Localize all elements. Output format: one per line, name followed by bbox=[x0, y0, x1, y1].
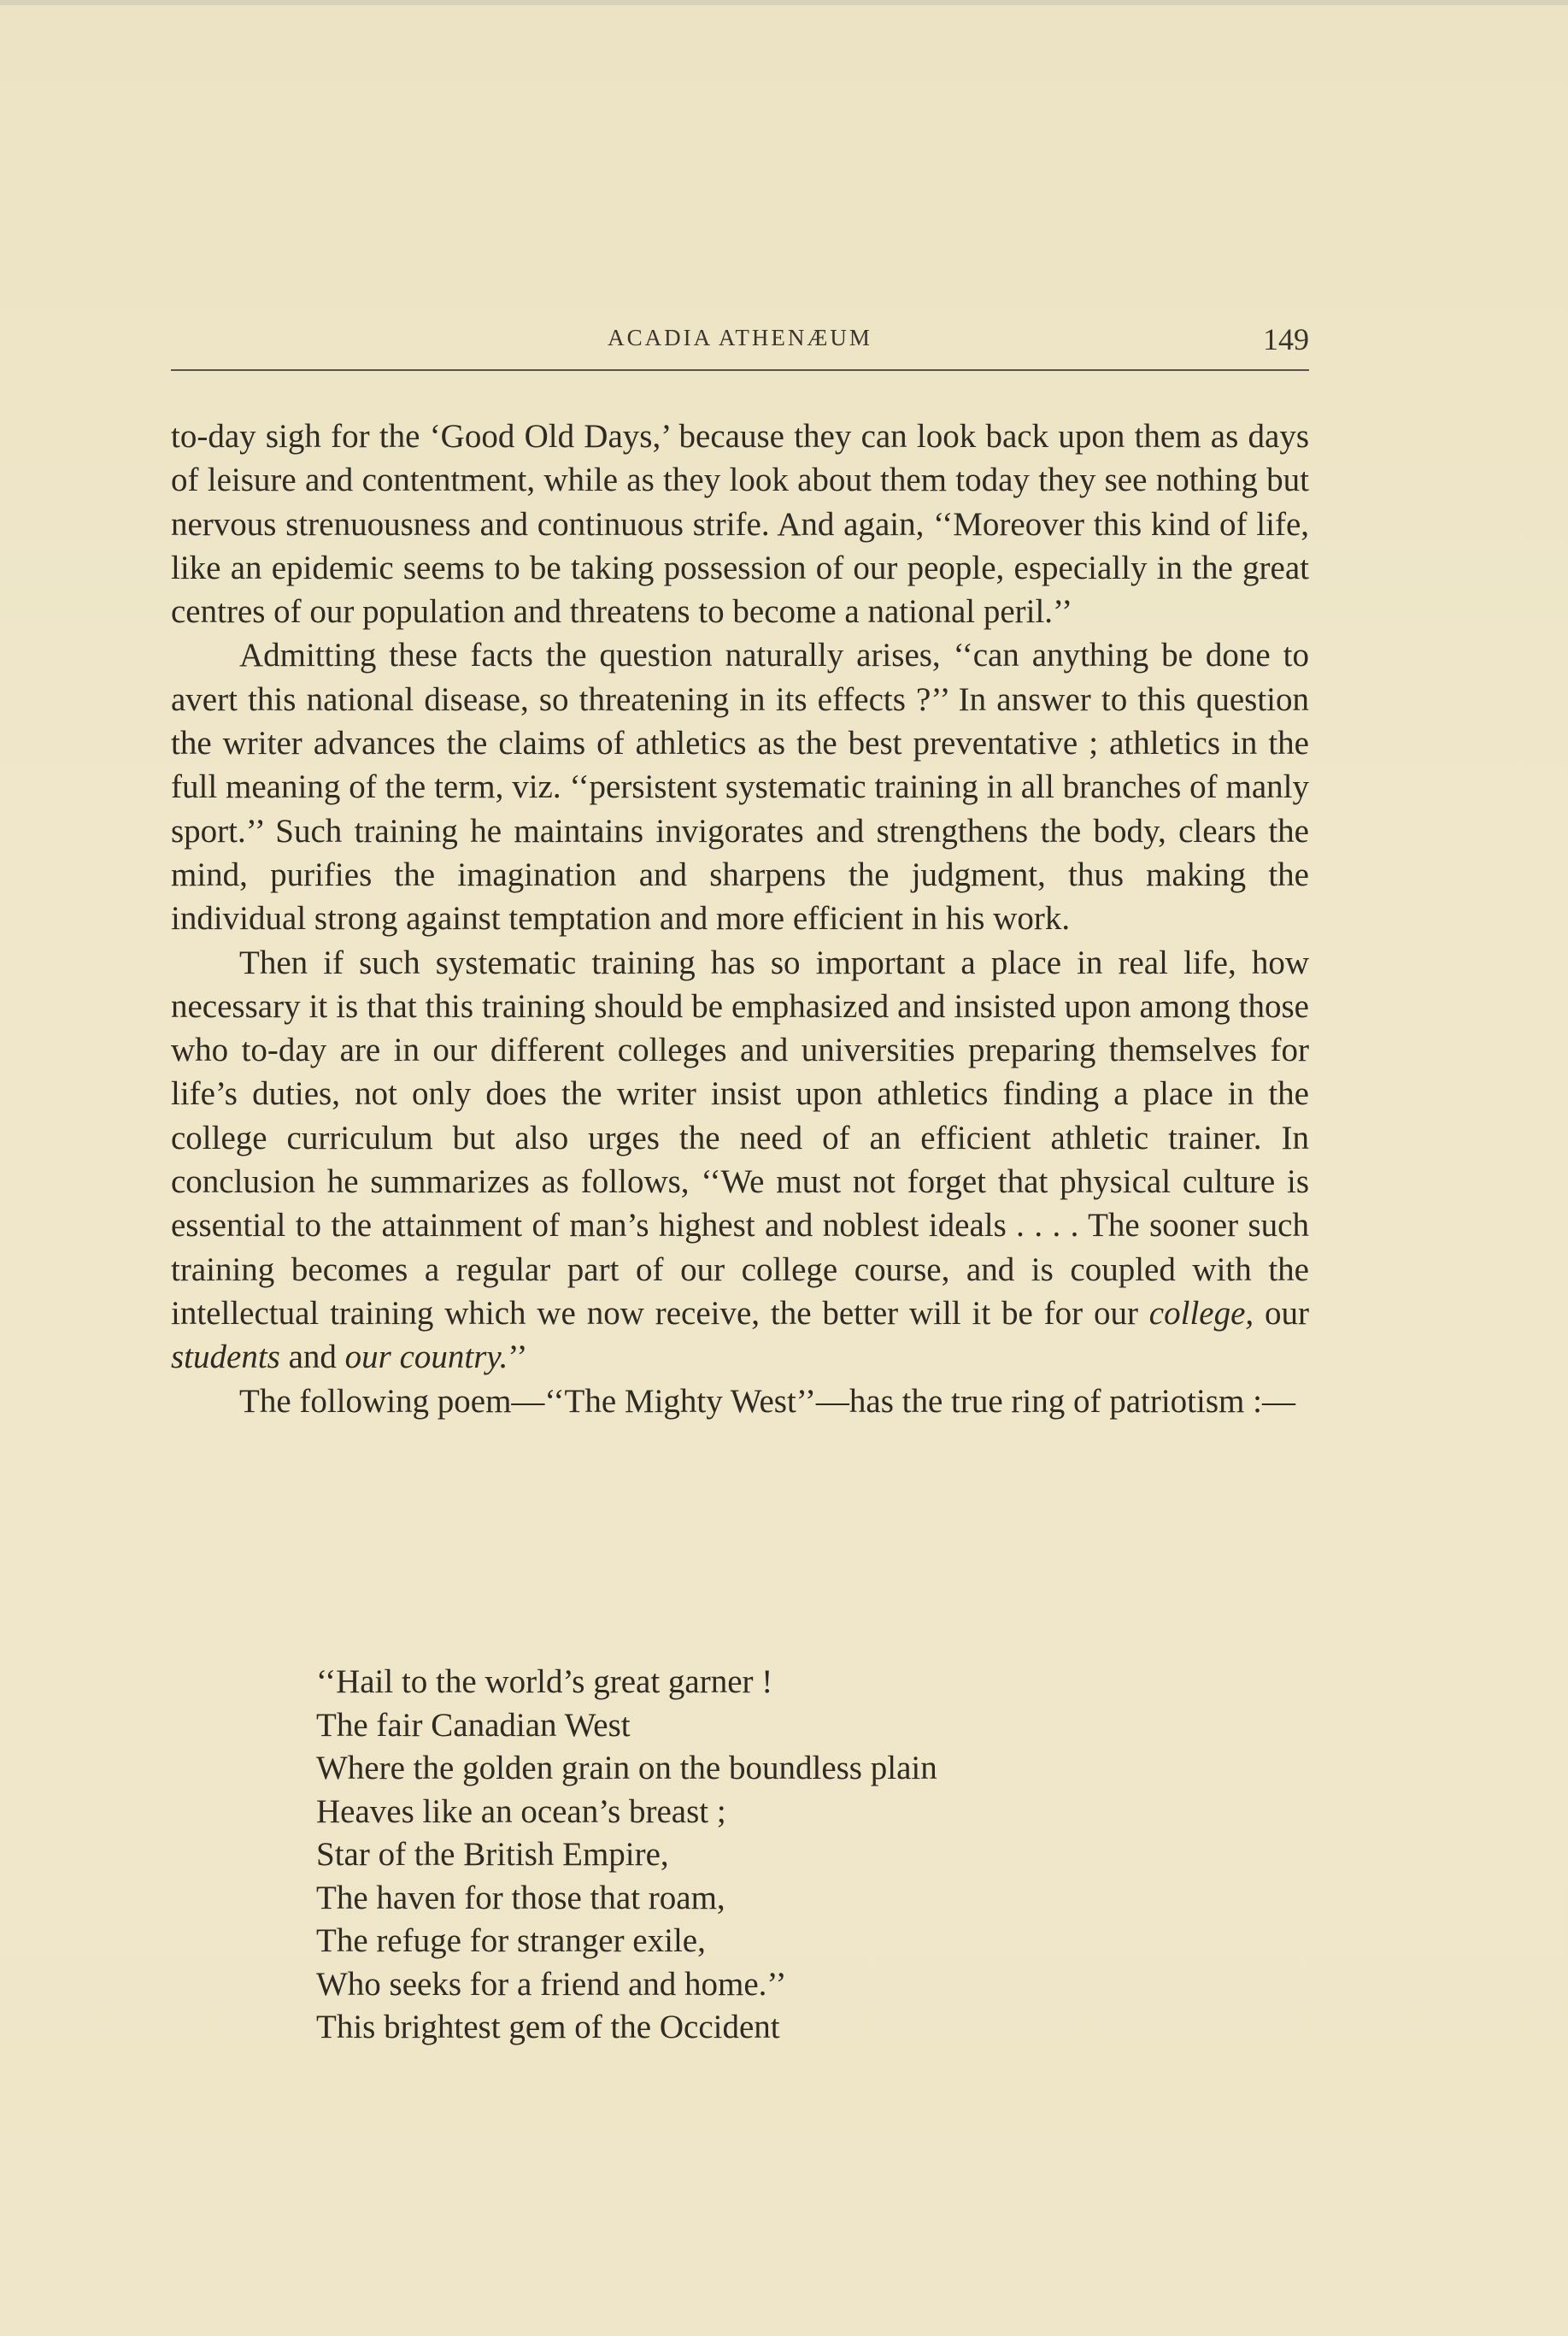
article-body bbox=[171, 415, 1309, 1423]
emphasis-college: college, bbox=[1148, 1294, 1254, 1332]
poem-line: Star of the British Empire, bbox=[316, 1836, 669, 1873]
paragraph-3-connector-2: and bbox=[279, 1339, 345, 1376]
header-rule bbox=[171, 369, 1309, 371]
emphasis-students: students bbox=[171, 1339, 280, 1376]
page-top-edge bbox=[0, 0, 1568, 5]
running-head: ACADIA ATHENÆUM bbox=[608, 325, 872, 350]
poem-line: The haven for those that roam, bbox=[316, 1879, 725, 1916]
poem-line: ‘‘Hail to the world’s great garner ! bbox=[316, 1663, 773, 1700]
page-header bbox=[171, 322, 1309, 368]
poem-line: This brightest gem of the Occident bbox=[316, 2009, 780, 2045]
poem-line: Who seeks for a friend and home.’’ bbox=[316, 1965, 787, 2003]
poem-line: The fair Canadian West bbox=[316, 1706, 631, 1744]
poem-line: The refuge for stranger exile, bbox=[316, 1922, 706, 1959]
paragraph-1: to-day sigh for the ‘Good Old Days,’ because they can look back upon them as days of leisure and contentment, while as they look about them today they see nothing but nervous strenuousness and continuous strife. And again, ‘‘Moreover this kind of life, like an epidemic seems to be taking possession of our people, especially in the great centres of our population and threatens to become a national peril.’’ bbox=[171, 418, 1309, 631]
poem bbox=[316, 1661, 937, 2050]
emphasis-our-country: our country. bbox=[344, 1339, 508, 1376]
paragraph-3 bbox=[171, 941, 1309, 1380]
paragraph-3-closing-quote: ’’ bbox=[508, 1339, 528, 1376]
paragraph-3-connector-1: our bbox=[1254, 1294, 1309, 1332]
poem-line: Where the golden grain on the boundless plain bbox=[316, 1750, 937, 1786]
paragraph-3-text: Then if such systematic training has so important a place in real life, how necessary it is that this training should be emphasized and insisted upon among those who to-day are in our different colleges and universities preparing themselves for life’s duties, not only does the writer insist upon athletics finding a place in the college curriculum but also urges the need of an efficient athletic trainer. In conclusion he summarizes as follows, ‘‘We must not forget that physical culture is essential to the attainment of man’s highest and noblest ideals . . . . The sooner such training becomes a regular part of our college course, and is coupled with the intellectual training which we now receive, the better will it be for our bbox=[171, 944, 1309, 1332]
poem-line: Heaves like an ocean’s breast ; bbox=[316, 1792, 726, 1830]
page-number: 149 bbox=[1263, 322, 1309, 356]
paragraph-2: Admitting these facts the question naturally arises, ‘‘can anything be done to avert this national disease, so threatening in its effects ?’’ In answer to this question the writer advances the claims of athletics as the best preventative ; athletics in the full meaning of the term, viz. ‘‘persistent systematic training in all branches of manly sport.’’ Such training he maintains invigorates and strengthens the body, clears the mind, purifies the imagination and sharpens the judgment, thus making the individual strong against temptation and more efficient in his work. bbox=[171, 637, 1309, 938]
paragraph-4: The following poem—‘‘The Mighty West’’—has the true ring of patriotism :— bbox=[239, 1382, 1295, 1420]
